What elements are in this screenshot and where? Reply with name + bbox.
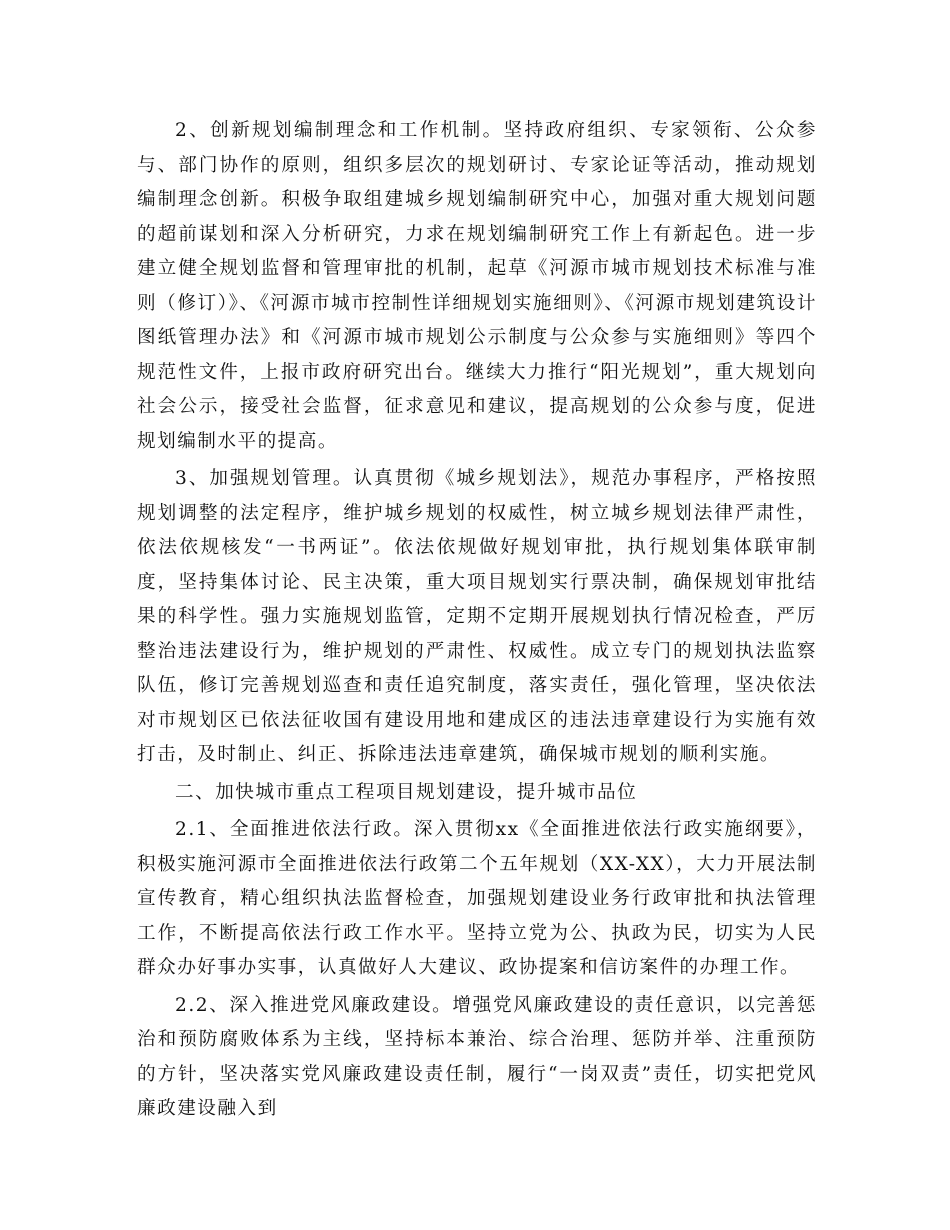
paragraph-integrity-building: 2.2、深入推进党风廉政建设。增强党风廉政建设的责任意识，以完善惩治和预防腐败体系为主线，坚持标本兼治、综合治理、惩防并举、注重预防的方针，坚决落实党风廉政建设责任制，履行“一岗双责”责任，切实把党风廉政建设融入到 <box>137 994 817 1119</box>
paragraph-planning-mechanism: 2、创新规划编制理念和工作机制。坚持政府组织、专家领衔、公众参与、部门协作的原则，组织多层次的规划研讨、专家论证等活动，推动规划编制理念创新。积极争取组建城乡规划编制研究中心，加强对重大规划问题的超前谋划和深入分析研究，力求在规划编制研究工作上有新起色。进一步建立健全规划监督和管理审批的机制，起草《河源市城市规划技术标准与准则（修订）》、《河源市城市控制性详细规划实施细则》、《河源市规划建筑设计图纸管理办法》和《河源市城市规划公示制度与公众参与实施细则》等四个规范性文件，上报市政府研究出台。继续大力推行“阳光规划”，重大规划向社会公示，接受社会监督，征求意见和建议，提高规划的公众参与度，促进规划编制水平的提高。 <box>137 120 817 452</box>
document-body <box>137 114 817 1127</box>
section-heading: 二、加快城市重点工程项目规划建设，提升城市品位 <box>175 781 638 803</box>
paragraph-rule-of-law: 2.1、全面推进依法行政。深入贯彻xx《全面推进依法行政实施纲要》，积极实施河源市全面推进依法行政第二个五年规划（XX-XX），大力开展法制宣传教育，精心组织执法监督检查，加强规划建设业务行政审批和执法管理工作，不断提高依法行政工作水平。坚持立党为公、执政为民，切实为人民群众办好事办实事，认真做好人大建议、政协提案和信访案件的办理工作。 <box>137 819 817 978</box>
paragraph-planning-management: 3、加强规划管理。认真贯彻《城乡规划法》，规范办事程序，严格按照规划调整的法定程序，维护城乡规划的权威性，树立城乡规划法律严肃性，依法依规核发“一书两证”。依法依规做好规划审批，执行规划集体联审制度，坚持集体讨论、民主决策，重大项目规划实行票决制，确保规划审批结果的科学性。强力实施规划监管，定期不定期开展规划执行情况检查，严厉整治违法建设行为，维护规划的严肃性、权威性。成立专门的规划执法监察队伍，修订完善规划巡查和责任追究制度，落实责任，强化管理，坚决依法对市规划区已依法征收国有建设用地和建成区的违法违章建设行为实施有效打击，及时制止、纠正、拆除违法违章建筑，确保城市规划的顺利实施。 <box>137 468 817 765</box>
